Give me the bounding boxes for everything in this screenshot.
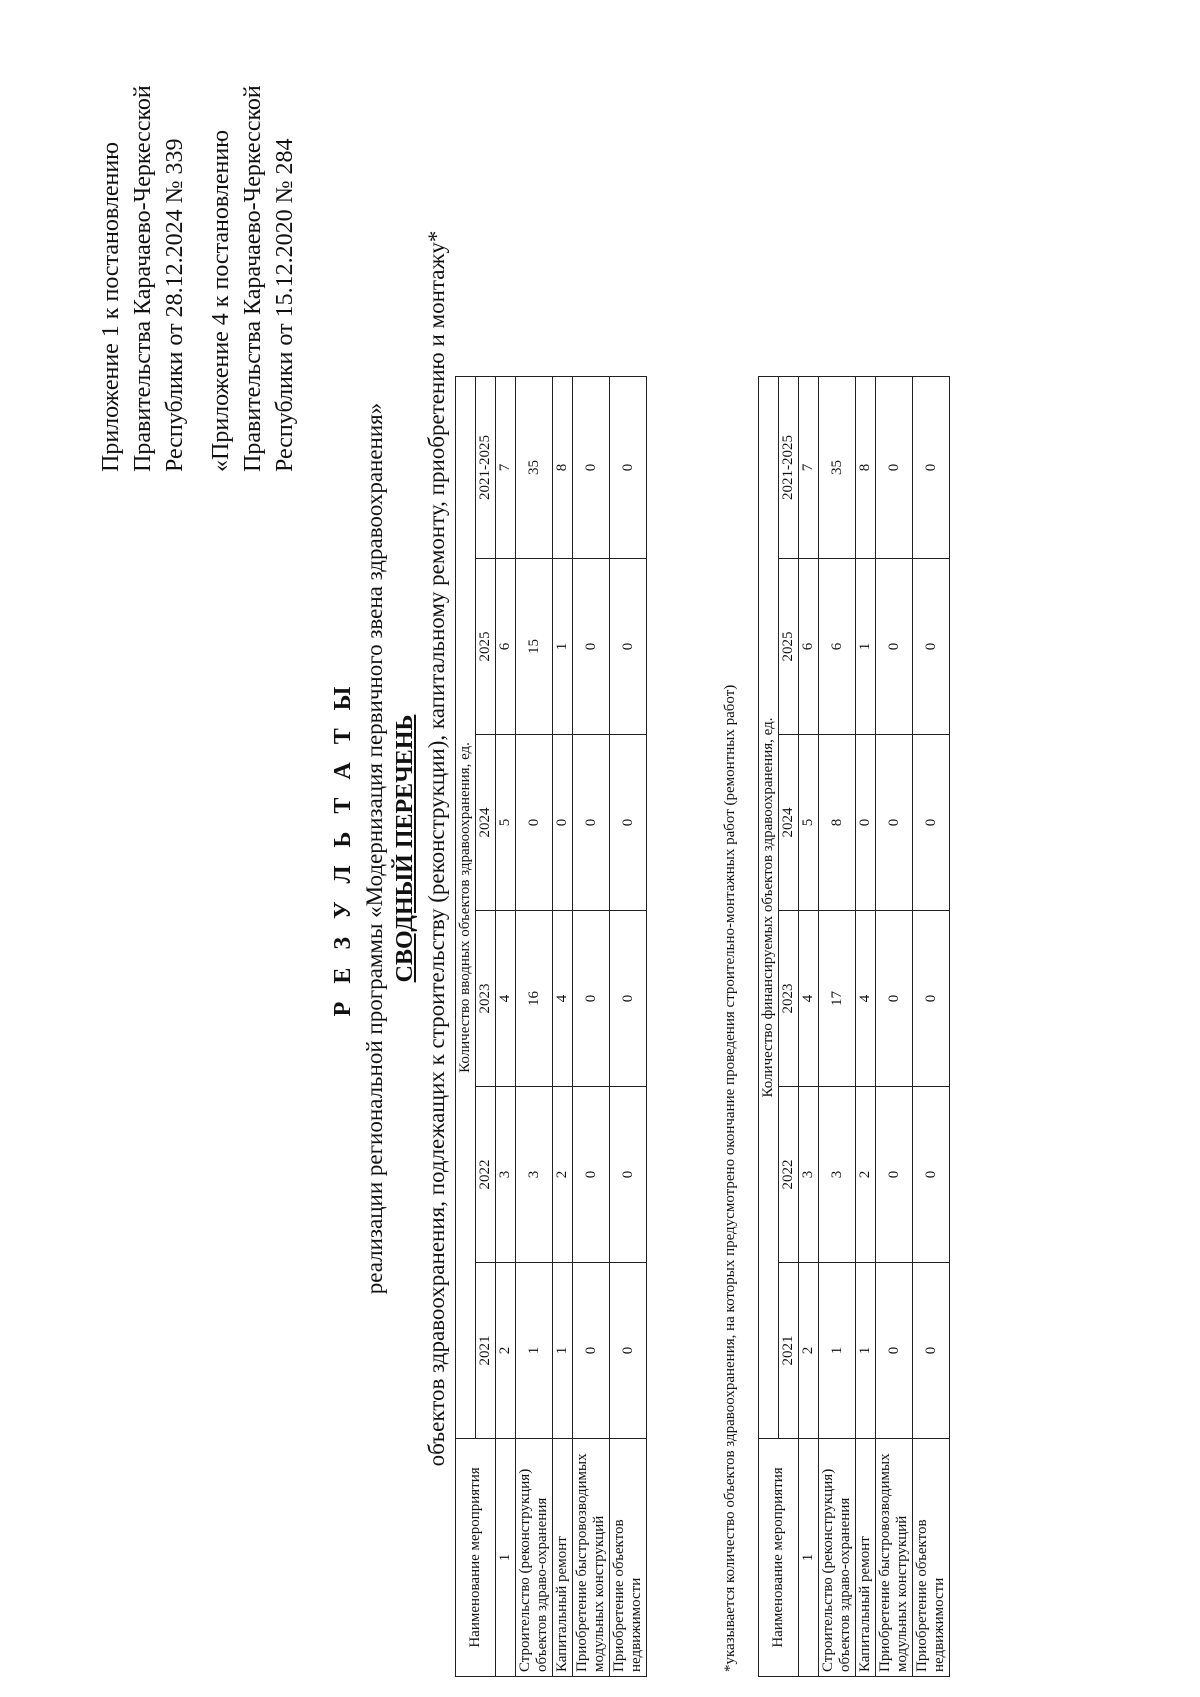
value-cell: 0 — [876, 735, 913, 911]
row-name: Капитальный ремонт — [553, 1439, 573, 1677]
value-cell: 6 — [819, 559, 856, 735]
header-line: Правительства Карачаево-Черкесской — [130, 85, 156, 472]
value-cell: 15 — [516, 559, 553, 735]
value-cell: 2 — [496, 1263, 516, 1439]
value-cell: 3 — [819, 1087, 856, 1263]
value-cell: 0 — [553, 735, 573, 911]
header-line: Республики от 28.12.2024 № 339 — [162, 138, 188, 472]
value-cell: 3 — [516, 1087, 553, 1263]
value-cell: 0 — [573, 1087, 610, 1263]
header-line: Республики от 15.12.2020 № 284 — [272, 138, 298, 472]
document-title: Р Е З У Л Ь Т А Т Ы — [330, 680, 356, 1017]
value-cell: 0 — [876, 911, 913, 1087]
row-name: Приобретение объектов недвижимости — [913, 1439, 950, 1677]
value-cell: 0 — [876, 377, 913, 559]
value-cell: 6 — [799, 559, 819, 735]
results-table-commissioned — [455, 376, 647, 1677]
column-header-name: Наименование мероприятия — [456, 1439, 496, 1677]
value-cell: 0 — [516, 735, 553, 911]
row-name: Приобретение быстровозводимых модульных конструкций — [876, 1439, 913, 1677]
table-row — [819, 377, 856, 1677]
index-cell: 1 — [496, 1439, 516, 1677]
value-cell: 0 — [876, 559, 913, 735]
column-header-name: Наименование мероприятия — [759, 1439, 799, 1677]
value-cell: 0 — [610, 735, 647, 911]
table-row — [856, 377, 876, 1677]
value-cell: 16 — [516, 911, 553, 1087]
value-cell: 3 — [799, 1087, 819, 1263]
value-cell: 0 — [573, 735, 610, 911]
value-cell: 0 — [913, 735, 950, 911]
list-title: СВОДНЫЙ ПЕРЕЧЕНЬ — [392, 714, 418, 983]
appendix-header — [95, 22, 301, 472]
value-cell: 7 — [496, 376, 516, 558]
table-row — [610, 376, 647, 1676]
value-cell: 0 — [573, 1263, 610, 1439]
value-cell: 2 — [799, 1263, 819, 1439]
value-cell: 0 — [610, 559, 647, 735]
value-cell: 4 — [856, 911, 876, 1087]
year-header: 2024 — [476, 735, 496, 911]
value-cell: 0 — [913, 1263, 950, 1439]
value-cell: 1 — [856, 559, 876, 735]
row-name: Капитальный ремонт — [856, 1439, 876, 1677]
value-cell: 17 — [819, 911, 856, 1087]
value-cell: 7 — [799, 377, 819, 559]
value-cell: 2 — [856, 1087, 876, 1263]
year-header: 2023 — [476, 911, 496, 1087]
value-cell: 5 — [799, 735, 819, 911]
value-cell: 0 — [610, 1087, 647, 1263]
value-cell: 0 — [856, 735, 876, 911]
group-header: Количество вводных объектов здравоохранения, ед. — [456, 376, 476, 1438]
value-cell: 0 — [913, 911, 950, 1087]
year-header: 2021-2025 — [779, 377, 799, 559]
value-cell: 4 — [496, 911, 516, 1087]
value-cell: 6 — [496, 559, 516, 735]
value-cell: 8 — [856, 377, 876, 559]
value-cell: 1 — [819, 1263, 856, 1439]
year-header: 2021 — [476, 1263, 496, 1439]
value-cell: 0 — [610, 911, 647, 1087]
table-row — [876, 377, 913, 1677]
header-line: Приложение 1 к постановлению — [98, 141, 124, 472]
value-cell: 1 — [553, 1263, 573, 1439]
header-line: Правительства Карачаево-Черкесской — [240, 85, 266, 472]
table-row — [573, 376, 610, 1676]
value-cell: 4 — [799, 911, 819, 1087]
year-header: 2021 — [779, 1263, 799, 1439]
table-row — [496, 376, 516, 1676]
value-cell: 0 — [610, 376, 647, 558]
year-header: 2022 — [779, 1087, 799, 1263]
value-cell: 0 — [573, 376, 610, 558]
value-cell: 8 — [553, 376, 573, 558]
row-name: Строительство (реконструкция) объектов здраво-охранения — [819, 1439, 856, 1677]
value-cell: 8 — [819, 735, 856, 911]
value-cell: 0 — [913, 377, 950, 559]
table-row — [913, 377, 950, 1677]
table-row — [799, 377, 819, 1677]
value-cell: 0 — [573, 559, 610, 735]
year-header: 2025 — [476, 559, 496, 735]
value-cell: 0 — [913, 559, 950, 735]
header-line: «Приложение 4 к постановлению — [208, 129, 234, 472]
table-row — [553, 376, 573, 1676]
value-cell: 1 — [516, 1263, 553, 1439]
index-cell: 1 — [799, 1439, 819, 1677]
year-header: 2025 — [779, 559, 799, 735]
row-name: Приобретение объектов недвижимости — [610, 1439, 647, 1677]
table-row — [516, 376, 553, 1676]
value-cell: 0 — [610, 1263, 647, 1439]
value-cell: 1 — [856, 1263, 876, 1439]
year-header: 2023 — [779, 911, 799, 1087]
value-cell: 0 — [876, 1263, 913, 1439]
value-cell: 0 — [876, 1087, 913, 1263]
results-table-financed — [758, 376, 950, 1677]
row-name: Приобретение быстровозводимых модульных конструкций — [573, 1439, 610, 1677]
row-name: Строительство (реконструкция) объектов здраво-охранения — [516, 1439, 553, 1677]
list-subtitle: объектов здравоохранения, подлежащих к строительству (реконструкции), капитальному ремонту, приобретению и монтажу* — [424, 230, 449, 1467]
value-cell: 35 — [516, 376, 553, 558]
year-header: 2022 — [476, 1087, 496, 1263]
footnote: *указывается количество объектов здравоохранения, на которых предусмотрено окончание проведения строительно-монтажных работ (ремонтных работ) — [722, 684, 738, 1672]
value-cell: 35 — [819, 377, 856, 559]
year-header: 2024 — [779, 735, 799, 911]
value-cell: 3 — [496, 1087, 516, 1263]
year-header: 2021-2025 — [476, 376, 496, 558]
value-cell: 0 — [913, 1087, 950, 1263]
value-cell: 0 — [573, 911, 610, 1087]
value-cell: 4 — [553, 911, 573, 1087]
group-header: Количество финансируемых объектов здравоохранения, ед. — [759, 377, 779, 1439]
value-cell: 5 — [496, 735, 516, 911]
document-subtitle: реализации региональной программы «Модернизация первичного звена здравоохранения» — [362, 402, 387, 1295]
value-cell: 1 — [553, 559, 573, 735]
value-cell: 2 — [553, 1087, 573, 1263]
